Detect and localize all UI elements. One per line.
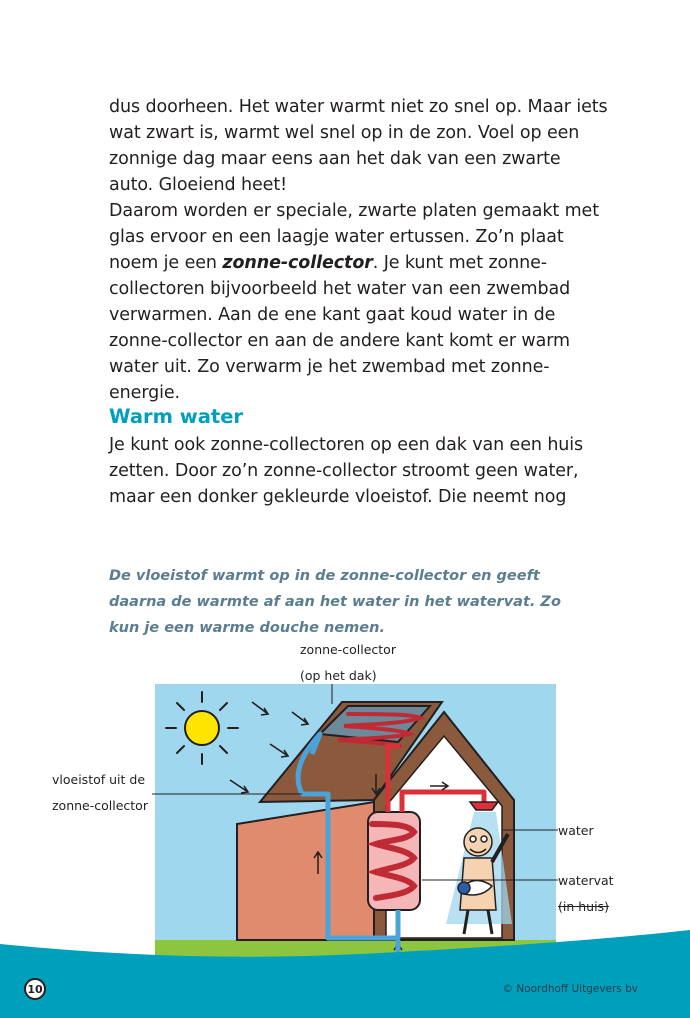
term-zonne-collector: zonne-collector [222,253,373,273]
house-side-wall [237,802,374,940]
label-watervat [558,868,614,920]
label-watervat-line1: watervat [558,873,614,888]
label-vloeistof-line1: vloeistof uit de [52,772,146,787]
shower-head-icon [470,802,498,810]
label-zonne-collector-line2: (op het dak) [300,668,377,683]
label-vloeistof-line2: zonne-collector [52,798,148,813]
footer-wave [0,930,690,1018]
page-number: 10 [24,978,46,1000]
sun-icon [166,692,238,764]
label-zonne-collector [300,637,396,689]
paragraph-2-end: . Je kunt met zonne-collectoren bijvoorbeeld het water van een zwembad verwarmen. Aan de ene kant gaat koud water in de zonne-collector en aan de andere kant komt er warm water uit. Zo verwarm je het zwembad met zonne-energie. [109,253,571,403]
paragraph-2 [109,198,609,406]
label-watervat-line2: (in huis) [558,899,609,914]
solar-house-illustration [152,684,558,962]
label-vloeistof [52,767,148,819]
copyright-notice: © Noordhoff Uitgevers bv [502,983,638,995]
paragraph-2-start: Daarom worden er speciale, zwarte platen gemaakt met glas ervoor en een laagje water ertussen. Zo’n plaat noem je een [109,201,599,273]
paragraph-1: dus doorheen. Het water warmt niet zo snel op. Maar iets wat zwart is, warmt wel snel op in de zon. Voel op een zonnige dag maar eens aan het dak van een zwarte auto. Gloeiend heet! [109,97,608,195]
label-water: water [558,823,594,838]
paragraph-3: Je kunt ook zonne-collectoren op een dak van een huis zetten. Door zo’n zonne-collector stroomt geen water, maar een donker gekleurde vloeistof. Die neemt nog [109,435,584,507]
section-heading: Warm water [109,405,244,428]
label-zonne-collector-line1: zonne-collector [300,642,396,657]
figure-caption: De vloeistof warmt op in de zonne-collector en geeft daarna de warmte af aan het water in het watervat. Zo kun je een warme douche nemen. [109,568,561,636]
